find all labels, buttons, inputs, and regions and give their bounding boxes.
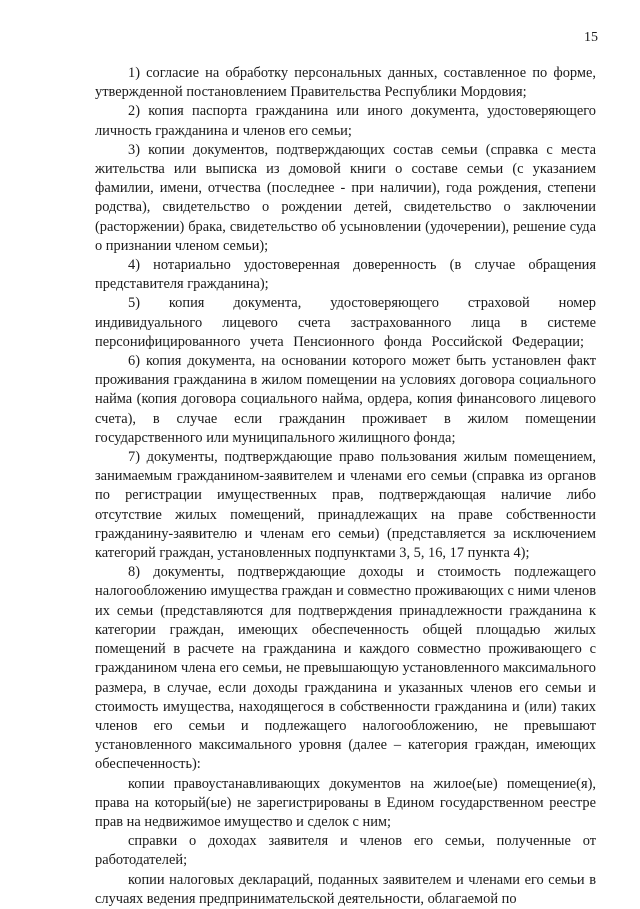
- paragraph-passport: 2) копия паспорта гражданина или иного документа, удостоверяющего личность гражданина и членов его семьи;: [95, 103, 596, 139]
- paragraph-power-of-attorney: 4) нотариально удостоверенная доверенность (в случае обращения представителя гражданина);: [95, 257, 596, 293]
- paragraph-residence-proof: 6) копия документа, на основании которого может быть установлен факт проживания гражданина в жилом помещении на условиях договора социального найма (копия договора социального найма, ордера, копия финансового лицевого счета), в случае если гражданин проживает в жилом помещении государственного или муниципального жилищного фонда;: [95, 353, 596, 446]
- paragraph-use-rights: 7) документы, подтверждающие право пользования жилым помещением, занимаемым гражданином-заявителем и членами его семьи (справка из органов по регистрации имущественных прав, подтверждающая наличие либо отсутствие жилых помещений, принадлежащих на праве собственности гражданину-заявителю и членам его семьи) (представляется за исключением категорий граждан, установленных подпунктами 3, 5, 16, 17 пункта 4);: [95, 449, 596, 562]
- paragraph-income-certificates: справки о доходах заявителя и членов его семьи, полученные от работодателей;: [95, 833, 596, 869]
- page-number: 15: [584, 30, 598, 45]
- paragraph-income-documents: 8) документы, подтверждающие доходы и стоимость подлежащего налогообложению имущества граждан и совместно проживающих с ними членов их семьи (представляются для подтверждения принадлежности гражданина к категории граждан, имеющих обеспеченность общей площадью жилых помещений в расчете на гражданина и каждого совместно проживающего с гражданином члена его семьи, не превышающую установленного максимального размера, в случае, если доходы гражданина и указанных членов его семьи и стоимость имущества, находящегося в собственности гражданина и (или) таких членов его семьи и подлежащего налогообложению, не превышают установленного максимального уровня (далее – категория граждан, имеющих обеспеченность):: [95, 564, 596, 773]
- paragraph-family-composition: 3) копии документов, подтверждающих состав семьи (справка с места жительства или выписка из домовой книги о составе семьи (с указанием фамилии, имени, отчества (последнее - при наличии), года рождения, степени родства), свидетельство о рождении детей, свидетельство о заключении (расторжении) брака, свидетельство об усыновлении (удочерении), решение суда о признании членом семьи);: [95, 141, 596, 254]
- paragraph-consent: 1) согласие на обработку персональных данных, составленное по форме, утвержденной постановлением Правительства Республики Мордовия;: [95, 65, 596, 101]
- paragraph-tax-declarations: копии налоговых деклараций, поданных заявителем и членами его семьи в случаях ведения предпринимательской деятельности, облагаемой по: [95, 871, 596, 907]
- paragraph-insurance-number: 5) копия документа, удостоверяющего страховой номер индивидуального лицевого счета застрахованного лица в системе персонифицированного учета Пенсионного фонда Российской Федерации;: [95, 295, 596, 350]
- paragraph-title-documents: копии правоустанавливающих документов на жилое(ые) помещение(я), права на который(ые) не зарегистрированы в Едином государственном реестре прав на недвижимое имущество и сделок с ним;: [95, 775, 596, 830]
